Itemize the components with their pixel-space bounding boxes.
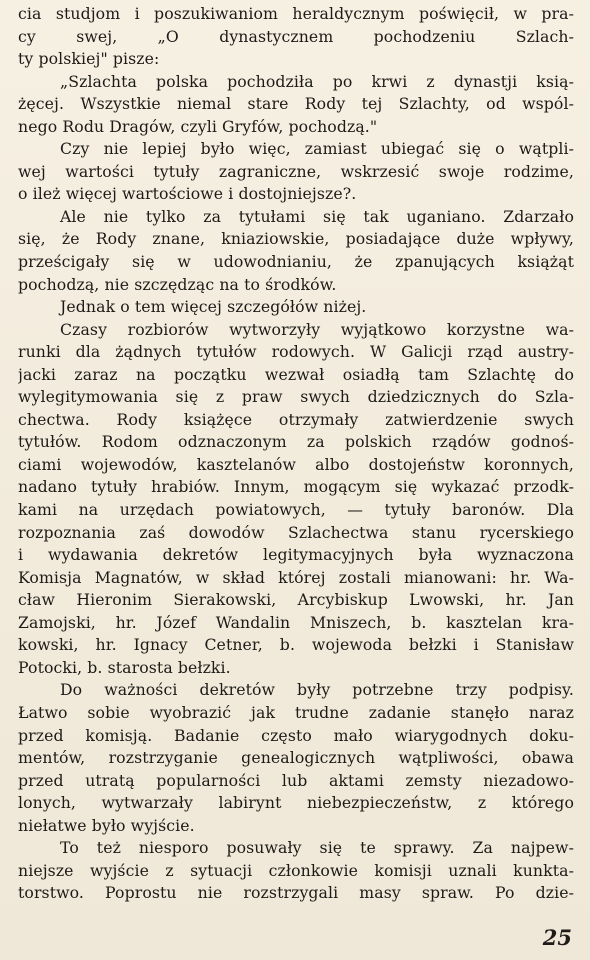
text-line: wylegitymowania się z praw swych dziedzicznych do Szla- (18, 387, 574, 407)
text-line: prześcigały się w udowodnianiu, że zpanujących książąt (18, 252, 574, 272)
text-line: Jednak o tem więcej szczegółów niżej. (60, 297, 367, 317)
text-line: kami na urzędach powiatowych, — tytuły baronów. Dla (18, 500, 574, 520)
text-line: rozpoznania zaś dowodów Szlachectwa stanu rycerskiego (18, 522, 574, 542)
text-line: ciami wojewodów, kasztelanów albo dostojeństw koronnych, (18, 454, 574, 474)
text-line: Zamojski, hr. Józef Wandalin Mniszech, b. kasztelan kra- (18, 612, 574, 632)
page-number: 25 (542, 925, 572, 950)
text-line: o ileż więcej wartościowe i dostojniejsze?. (18, 184, 357, 204)
text-line: Potocki, b. starosta bełzki. (18, 657, 231, 677)
text-line: runki dla żądnych tytułów rodowych. W Galicji rząd austry- (18, 342, 574, 362)
text-line: nego Rodu Dragów, czyli Gryfów, pochodzą." (18, 116, 378, 136)
text-line: pochodzą, nie szczędząc na to środków. (18, 274, 337, 294)
text-line: się, że Rody znane, kniaziowskie, posiadające duże wpływy, (18, 229, 574, 249)
text-line: Czy nie lepiej było więc, zamiast ubiegać się o wątpli- (60, 139, 574, 159)
text-line: Komisja Magnatów, w skład której zostali mianowani: hr. Wa- (18, 567, 574, 587)
text-line: chectwa. Rody książęce otrzymały zatwierdzenie swych (18, 409, 574, 429)
text-line: cy swej, „O dynastycznem pochodzeniu Szlach- (18, 26, 574, 46)
text-line: nadano tytuły hrabiów. Innym, mogącym się wykazać przodk- (18, 477, 574, 497)
page-text-block (18, 3, 574, 905)
text-line: jacki zaraz na początku wezwał osiadłą tam Szlachtę do (18, 364, 574, 384)
text-line: „Szlachta polska pochodziła po krwi z dynastji ksią- (60, 71, 574, 91)
text-line: lonych, wytwarzały labirynt niebezpieczeństw, z którego (18, 793, 574, 813)
text-line: przed komisją. Badanie często mało wiarygodnych doku- (18, 725, 574, 745)
text-line: tytułów. Rodom odznaczonym za polskich rządów godnoś- (18, 432, 574, 452)
text-line: niejsze wyjście z sytuacji członkowie komisji uznali kunkta- (18, 860, 574, 880)
text-line: Do ważności dekretów były potrzebne trzy podpisy. (60, 680, 574, 700)
text-line: przed utratą popularności lub aktami zemsty niezadowo- (18, 770, 574, 790)
text-line: i wydawania dekretów legitymacyjnych była wyznaczona (18, 545, 574, 565)
text-line: żęcej. Wszystkie niemal stare Rody tej Szlachty, od wspól- (18, 94, 574, 114)
text-line: Łatwo sobie wyobrazić jak trudne zadanie stanęło naraz (18, 702, 574, 722)
text-line: kowski, hr. Ignacy Cetner, b. wojewoda bełzki i Stanisław (18, 635, 574, 655)
text-line: cia studjom i poszukiwaniom heraldycznym poświęcił, w pra- (18, 4, 574, 23)
text-line: mentów, rozstrzyganie genealogicznych wątpliwości, obawa (18, 748, 574, 768)
text-line: ty polskiej" pisze: (18, 49, 160, 69)
text-line: Ale nie tylko za tytułami się tak uganiano. Zdarzało (60, 206, 574, 226)
text-line: niełatwe było wyjście. (18, 815, 195, 835)
text-line: wej wartości tytuły zagraniczne, wskrzesić swoje rodzime, (18, 161, 574, 181)
text-line: cław Hieronim Sierakowski, Arcybiskup Lwowski, hr. Jan (18, 590, 574, 610)
text-line: Czasy rozbiorów wytworzyły wyjątkowo korzystne wa- (60, 319, 574, 339)
text-line: To też niesporo posuwały się te sprawy. Za najpew- (60, 838, 574, 858)
text-line: torstwo. Poprostu nie rozstrzygali masy spraw. Po dzie- (18, 883, 574, 903)
